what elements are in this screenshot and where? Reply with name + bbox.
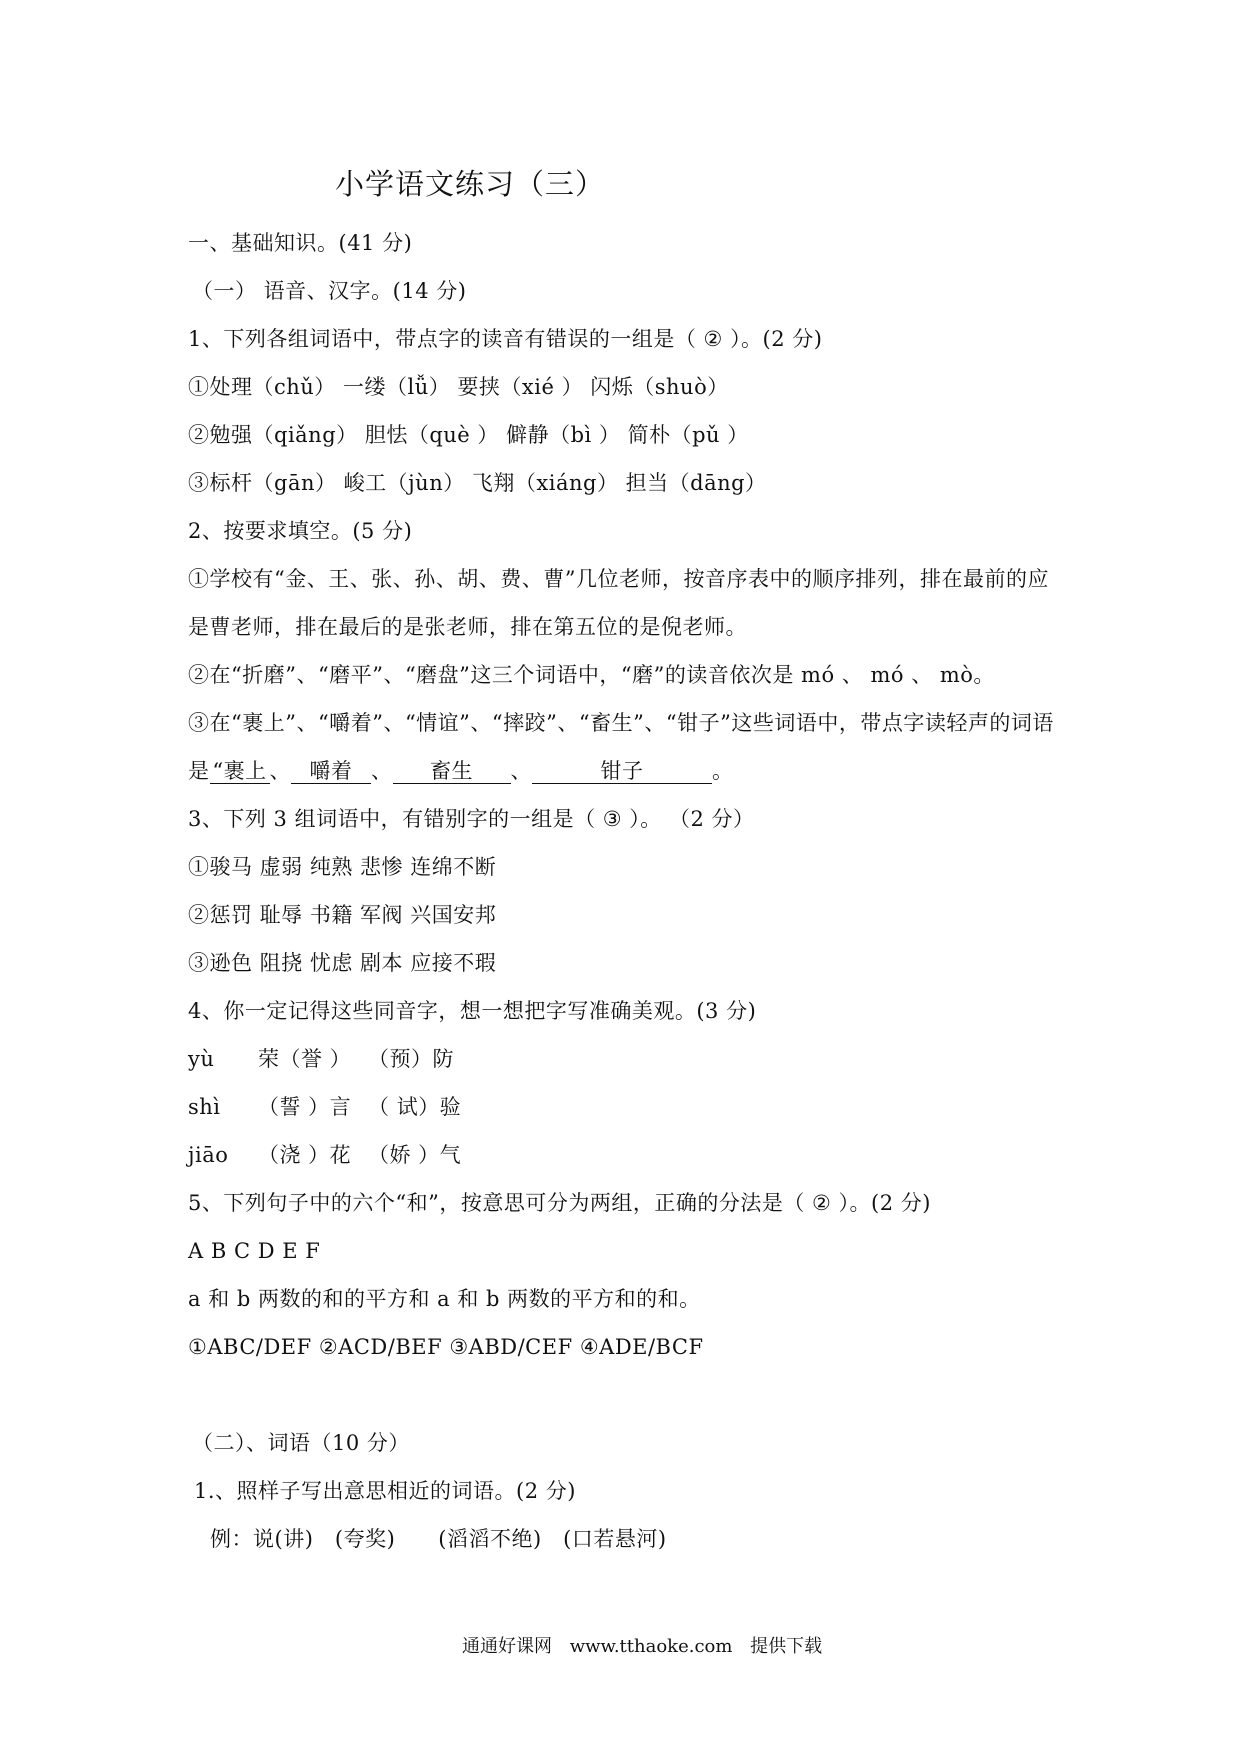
q3-stem-post: ）。 （2 分） (629, 807, 755, 831)
q2-part1-line1: ①学校有“金、王、张、孙、胡、费、曹”几位老师，按音序表中的顺序排列，排在最前的应 (188, 567, 1049, 591)
sep-2: 、 (371, 759, 393, 783)
q2-blank-3: 畜生 (393, 759, 511, 784)
q4-word-1: （浇 ）花 (258, 1143, 352, 1167)
footer-url: www.tthaoke.com (569, 1636, 733, 1657)
q4-word-2: （ 试）验 (368, 1095, 462, 1119)
q4-answer: 浇 (279, 1143, 301, 1167)
page-footer (462, 1632, 834, 1658)
q4-row-yu (188, 1045, 454, 1073)
q4-answer: 预 (389, 1047, 411, 1071)
q1-option-1: ①处理（chǔ） 一缕（lǚ） 要挟（xié ） 闪烁（shuò） (188, 375, 729, 399)
q4-pinyin: shì (188, 1095, 221, 1119)
q2-part2: ②在“折磨”、“磨平”、“磨盘”这三个词语中，“磨”的读音依次是 mó 、 mó 、 mò。 (188, 663, 995, 687)
q4-answer: 誓 (279, 1095, 301, 1119)
q4-stem: 4、你一定记得这些同音字，想一想把字写准确美观。(3 分) (188, 999, 757, 1023)
q1-stem (188, 325, 822, 353)
q2-stem: 2、按要求填空。(5 分) (188, 519, 413, 543)
q4-pinyin: yù (188, 1047, 215, 1071)
section1-sub1-heading: （一） 语音、汉字。(14 分) (192, 279, 467, 303)
q4-word-1: （誓 ）言 (258, 1095, 352, 1119)
q3-option-3: ③逊色 阻挠 忧虑 剧本 应接不瑕 (188, 951, 497, 975)
q4-answer: 娇 (389, 1143, 411, 1167)
section2-q1-stem: 1.、照样子写出意思相近的词语。(2 分) (194, 1479, 576, 1503)
q2-part3-line1: ③在“裹上”、“嚼着”、“情谊”、“摔跤”、“畜生”、“钳子”这些词语中，带点字读轻声的词语 (188, 711, 1054, 735)
q2-blank-2: 嚼着 (291, 759, 371, 784)
q1-option-3: ③标杆（gān） 峻工（jùn） 飞翔（xiáng） 担当（dāng） (188, 471, 767, 495)
q4-pinyin: jiāo (188, 1143, 229, 1167)
q4-row-shi (188, 1093, 461, 1121)
q5-letters: A B C D E F (188, 1239, 321, 1263)
q2-part3-end: 。 (712, 759, 734, 783)
q4-word-2: （娇 ）气 (368, 1143, 462, 1167)
section1-heading: 一、基础知识。(41 分) (188, 231, 413, 255)
q5-stem (188, 1189, 931, 1217)
q5-stem-pre: 5、下列句子中的六个“和”，按意思可分为两组，正确的分法是（ (188, 1191, 805, 1215)
q5-sentence: a 和 b 两数的和的平方和 a 和 b 两数的平方和的和。 (188, 1287, 701, 1311)
q1-answer: ② (703, 327, 723, 351)
q1-stem-pre: 1、下列各组词语中，带点字的读音有错误的一组是（ (188, 327, 697, 351)
q4-row-jiao (188, 1141, 461, 1169)
q2-part1-line2: 是曹老师，排在最后的是张老师，排在第五位的是倪老师。 (188, 615, 747, 639)
footer-note: 提供下载 (750, 1636, 823, 1657)
section2-q1-example: 例：说(讲) (夸奖) (滔滔不绝) (口若悬河) (210, 1527, 667, 1551)
page-title: 小学语文练习（三） (335, 167, 606, 201)
q3-answer: ③ (602, 807, 623, 831)
q3-option-1: ①骏马 虚弱 纯熟 悲惨 连绵不断 (188, 855, 497, 879)
q4-word-1: 荣（誉 ） (258, 1047, 352, 1071)
footer-site: 通通好课网 (462, 1636, 552, 1657)
q4-answer: 试 (396, 1095, 419, 1119)
q2-blank-4: 钳子 (532, 759, 712, 784)
sep-1: 、 (269, 759, 291, 783)
q2-part3-answers (188, 757, 734, 785)
q3-stem-pre: 3、下列 3 组词语中，有错别字的一组是（ (188, 807, 596, 831)
q1-option-2: ②勉强（qiǎng） 胆怯（què ） 僻静（bì ） 简朴（pǔ ） (188, 423, 749, 447)
q5-answer: ② (812, 1191, 832, 1215)
q5-options: ①ABC/DEF ②ACD/BEF ③ABD/CEF ④ADE/BCF (188, 1335, 704, 1359)
q1-stem-post: ）。(2 分) (730, 327, 823, 351)
q2-blank-1: “裹上 (210, 759, 270, 784)
sep-3: 、 (510, 759, 532, 783)
section2-heading: （二）、词语（10 分） (192, 1431, 410, 1455)
q2-part3-pre: 是 (188, 759, 210, 783)
q4-word-2: （预）防 (368, 1047, 454, 1071)
q3-option-2: ②惩罚 耻辱 书籍 军阀 兴国安邦 (188, 903, 497, 927)
q3-stem (188, 805, 755, 833)
q5-stem-post: ）。(2 分) (838, 1191, 931, 1215)
q4-answer: 誉 (301, 1047, 323, 1071)
